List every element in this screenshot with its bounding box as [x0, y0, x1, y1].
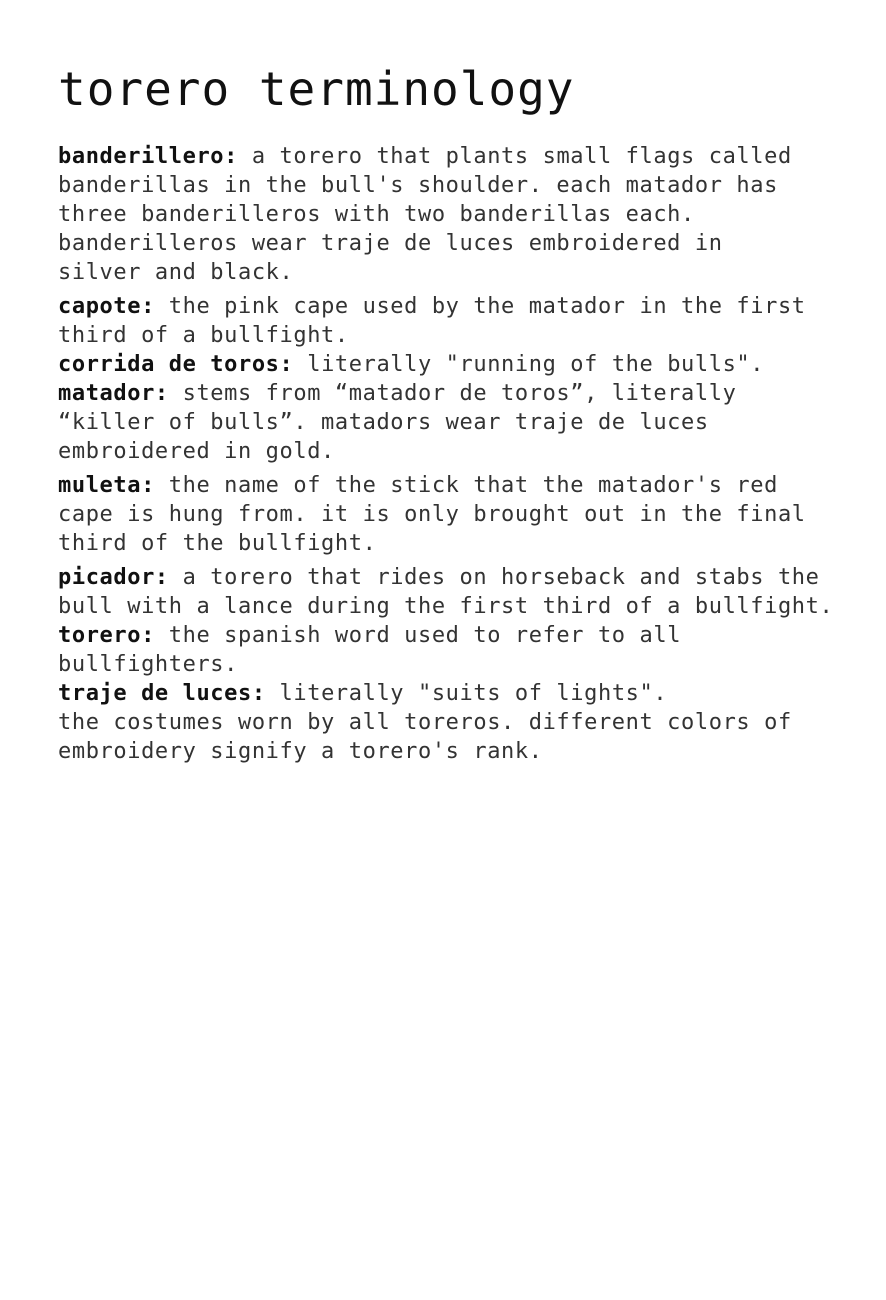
- glossary-entry-torero: [58, 621, 878, 679]
- term: picador:: [58, 565, 169, 590]
- definition: the spanish word used to refer to all bullfighters.: [58, 623, 682, 677]
- glossary-entry-picador: [58, 563, 878, 621]
- document-page: [58, 0, 878, 766]
- page-title: torero terminology: [58, 62, 575, 116]
- definition: a torero that rides on horseback and stabs the bull with a lance during the first third of a bullfight.: [58, 565, 834, 619]
- term: capote:: [58, 294, 155, 319]
- definition: a torero that plants small flags called banderillas in the bull's shoulder. each matador has three banderilleros with two banderillas each. banderilleros wear traje de luces embroidered in silver and black.: [58, 144, 792, 285]
- term: muleta:: [58, 473, 155, 498]
- term: torero:: [58, 623, 155, 648]
- glossary-entry-traje-de-luces: [58, 679, 878, 766]
- definition: the pink cape used by the matador in the first third of a bullfight.: [58, 294, 806, 348]
- glossary-entry-corrida-de-toros: [58, 350, 878, 379]
- glossary-entry-banderillero: [58, 142, 878, 287]
- glossary-entry-matador: [58, 379, 878, 466]
- glossary-list: [58, 142, 878, 766]
- term: banderillero:: [58, 144, 238, 169]
- glossary-entry-capote: [58, 292, 878, 350]
- term: matador:: [58, 381, 169, 406]
- glossary-entry-muleta: [58, 471, 878, 558]
- definition: literally "suits of lights". the costumes worn by all toreros. different colors of embroidery signify a torero's rank.: [58, 681, 792, 764]
- term: traje de luces:: [58, 681, 266, 706]
- term: corrida de toros:: [58, 352, 294, 377]
- definition: literally "running of the bulls".: [293, 352, 765, 377]
- definition: stems from “matador de toros”, literally “killer of bulls”. matadors wear traje de luces embroidered in gold.: [58, 381, 737, 464]
- definition: the name of the stick that the matador's red cape is hung from. it is only brought out in the final third of the bullfight.: [58, 473, 806, 556]
